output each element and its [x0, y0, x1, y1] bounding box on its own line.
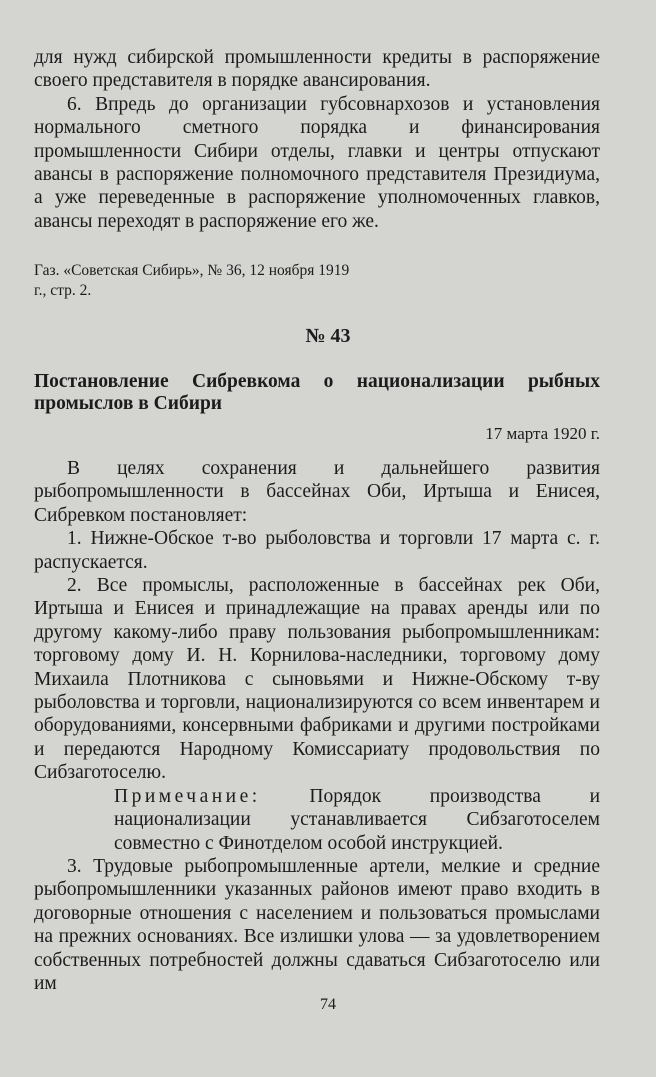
note-label: Примечание:: [114, 785, 261, 807]
note-paragraph: [34, 785, 600, 855]
source-citation: Газ. «Советская Сибирь», № 36, 12 ноября 1919 г., стр. 2.: [34, 262, 350, 299]
preamble-paragraph: В целях сохранения и дальнейшего развития рыбопромышленности в бассейнах Оби, Иртыша и Енисея, Сибревком постановляет:: [34, 458, 600, 526]
item-3-paragraph: 3. Трудовые рыбопромышленные артели, мелкие и средние рыбопромышленники указанных районов имеют право входить в договорные отношения с населением и пользоваться промыслами на прежних основаниях. Все излишки улова — за удовлетворением собственных потребностей должны сдаваться Сибзаготоселю или им: [34, 855, 600, 994]
continuation-paragraph: для нужд сибирской промышленности кредиты в распоряжение своего представителя в порядке авансирования.: [34, 47, 600, 92]
decree-body: [34, 457, 600, 995]
continued-decree-text: [34, 46, 600, 233]
page-number: 74: [320, 996, 336, 1013]
item-6-paragraph: 6. Впредь до организации губсовнархозов и установления нормального сметного порядка и финансирования промышленности Сибири отделы, главки и центры отпускают авансы в распоряжение полномочного представителя Президиума, а уже переведенные в распоряжение уполномоченных главков, авансы переходят в распоряжение его же.: [34, 93, 600, 232]
document-title: Постановление Сибревкома о национализации рыбных промыслов в Сибири: [34, 371, 600, 414]
item-2-paragraph: 2. Все промыслы, расположенные в бассейнах рек Оби, Иртыша и Енисея и принадлежащие на правах аренды или по другому какому-либо праву пользования рыбопромышленникам: торговому дому И. Н. Корнилова-наследники, торговому дому Михаила Плотникова с сыновьями и Нижне-Обскому т-ву рыболовства и торговли, национализируются со всем инвентарем и оборудованиями, консервными фабриками и другими постройками и передаются Народному Комиссариату продовольствия по Сибзаготоселю.: [34, 575, 600, 784]
document-number: № 43: [305, 325, 351, 347]
document-date: 17 марта 1920 г.: [485, 424, 600, 443]
note-text: Порядок производства и национализации устанавливается Сибзаготоселем совместно с Финотделом особой инструкцией.: [114, 785, 600, 854]
item-1-paragraph: 1. Нижне-Обское т-во рыболовства и торговли 17 марта с. г. распускается.: [34, 528, 600, 573]
